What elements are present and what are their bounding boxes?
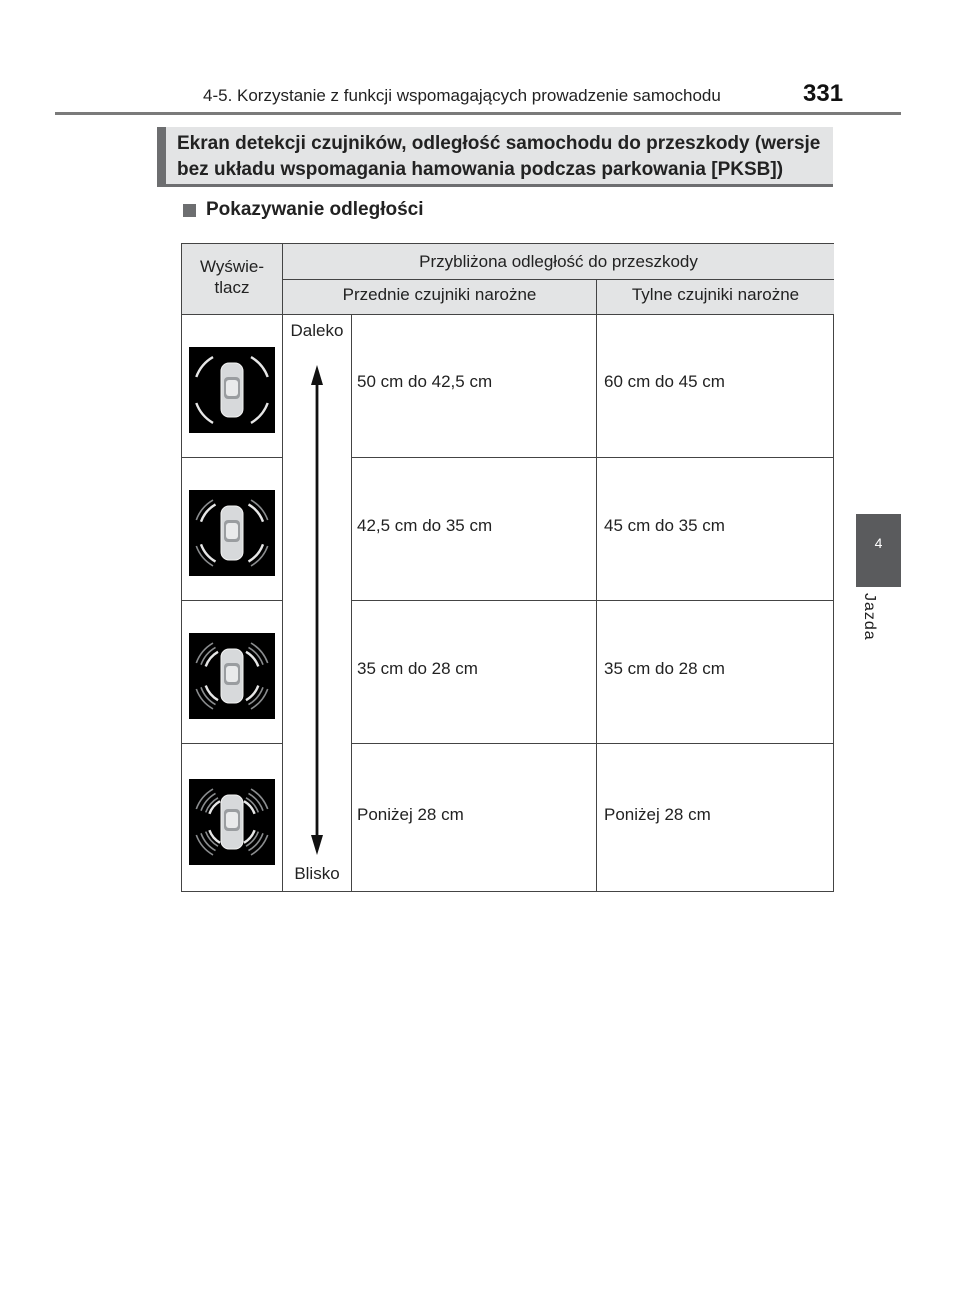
scale-near-label: Blisko <box>294 864 340 883</box>
front-cell-2 <box>352 458 597 601</box>
chapter-tab: 4 <box>856 514 901 587</box>
scale-far-label: Daleko <box>290 321 344 340</box>
square-bullet-icon <box>183 204 196 217</box>
front-distance-value: 50 cm do 42,5 cm <box>357 372 493 391</box>
sensor-screen-image <box>189 633 275 719</box>
sensor-screen-image <box>189 490 275 576</box>
front-distance-value: Poniżej 28 cm <box>357 805 464 824</box>
section-header: 4-5. Korzystanie z funkcji wspomagających prowadzenie samochodu <box>203 86 721 105</box>
subheading <box>183 199 424 221</box>
section-title-box <box>157 127 833 187</box>
header-display-line-1: Wyświe- <box>199 257 265 276</box>
rear-distance-value: 60 cm do 45 cm <box>604 372 725 391</box>
front-cell-4 <box>352 744 597 892</box>
header-front-cell <box>283 280 597 315</box>
rear-cell-2 <box>597 458 834 601</box>
front-cell-3 <box>352 601 597 744</box>
display-cell-4 <box>182 744 283 892</box>
header-distance-cell <box>283 244 834 280</box>
header-rear-cell <box>597 280 834 315</box>
title-line-2: bez układu wspomagania hamowania podczas parkowania [PKSB]) <box>177 159 784 180</box>
distance-table <box>181 243 834 892</box>
subheading-text: Pokazywanie odległości <box>206 199 424 220</box>
sensor-screen-image <box>189 347 275 433</box>
header-distance-label: Przybliżona odległość do przeszkody <box>419 252 698 271</box>
header-display-line-2: tlacz <box>214 278 250 297</box>
rear-cell-3 <box>597 601 834 744</box>
display-cell-2 <box>182 458 283 601</box>
header-display-cell <box>182 244 283 315</box>
header-front-label: Przednie czujniki narożne <box>342 285 537 304</box>
rear-cell-1 <box>597 315 834 458</box>
rear-distance-value: Poniżej 28 cm <box>604 805 711 824</box>
front-cell-1 <box>352 315 597 458</box>
rear-cell-4 <box>597 744 834 892</box>
title-line-1: Ekran detekcji czujników, odległość samochodu do przeszkody (wersje <box>177 133 821 154</box>
display-cell-3 <box>182 601 283 744</box>
page-number: 331 <box>803 80 844 107</box>
rear-distance-value: 45 cm do 35 cm <box>604 516 725 535</box>
display-cell-1 <box>182 315 283 458</box>
scale-column <box>283 315 352 892</box>
chapter-label: Jazda <box>861 593 878 641</box>
rear-distance-value: 35 cm do 28 cm <box>604 659 725 678</box>
header-rear-label: Tylne czujniki narożne <box>631 285 800 304</box>
header-divider <box>55 112 901 115</box>
sensor-screen-image <box>189 779 275 865</box>
header-display-label <box>182 256 282 298</box>
front-distance-value: 35 cm do 28 cm <box>357 659 478 678</box>
double-arrow-icon <box>307 365 327 855</box>
front-distance-value: 42,5 cm do 35 cm <box>357 516 493 535</box>
